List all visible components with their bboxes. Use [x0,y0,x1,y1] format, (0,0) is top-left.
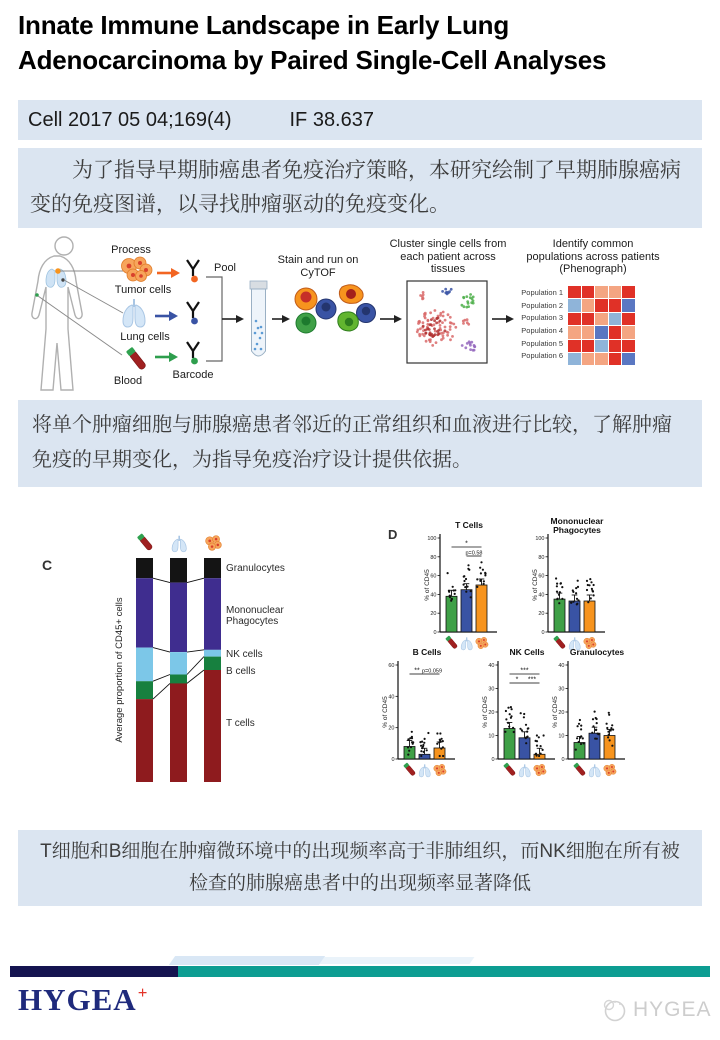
panel-c-chart [30,515,370,825]
heatmap-cell [568,313,581,325]
svg-text:% of CD45: % of CD45 [382,696,389,728]
svg-text:10: 10 [488,733,495,740]
patient-silhouette-icon [32,237,82,390]
tumor-icon [604,764,616,776]
svg-text:20: 20 [430,611,437,618]
lung-icon [172,536,186,552]
heatmap-cell [609,326,622,338]
heatmap-cell [582,286,595,298]
blood-icon [137,533,153,551]
heatmap-cell [609,340,622,352]
svg-text:30: 30 [558,686,565,693]
tumor-cells-label: Tumor cells [114,284,172,296]
workflow-figure [10,233,660,400]
svg-text:80: 80 [538,554,545,561]
footer-navy-bar [10,966,178,977]
svg-text:30: 30 [488,686,495,693]
svg-text:% of CD45: % of CD45 [552,696,559,728]
svg-text:T cells: T cells [226,718,255,729]
heatmap-cell [582,340,595,352]
svg-text:0: 0 [491,757,495,763]
brand-cross-icon: + [137,983,149,1002]
heatmap-cell [595,353,608,365]
test-tube-icon [250,281,267,356]
summary-aim-box [18,148,702,228]
svg-text:60: 60 [388,663,395,669]
heatmap-cell [622,286,635,298]
blood-icon [126,347,147,371]
blood-label: Blood [113,375,143,387]
heatmap-cell [609,286,622,298]
population-label: Population 5 [521,338,563,348]
lung-icon [519,764,530,777]
svg-text:100: 100 [535,536,545,542]
arrow-tumor [157,268,180,278]
svg-text:Phagocytes: Phagocytes [226,616,279,627]
summary-finding-box [18,830,702,906]
svg-text:% of CD45: % of CD45 [482,696,489,728]
svg-text:Mononuclear: Mononuclear [226,605,284,616]
svg-text:***: *** [520,667,529,675]
svg-text:Mononuclear: Mononuclear [550,518,604,526]
svg-text:10: 10 [558,733,565,740]
svg-text:Granulocytes: Granulocytes [569,647,625,657]
svg-text:20: 20 [388,725,395,732]
heatmap-cell [595,340,608,352]
phenograph-heatmap [568,286,635,365]
svg-text:% of CD45: % of CD45 [532,569,539,601]
chart-t-cells [424,518,506,662]
heatmap-cell [568,299,581,311]
heatmap-cell [568,353,581,365]
heatmap-cell [582,299,595,311]
summary-method-box [18,400,702,487]
svg-text:***: *** [527,676,537,684]
heatmap-cell [622,313,635,325]
svg-text:T Cells: T Cells [455,520,483,530]
panel-d-label: D [388,527,398,542]
journal-citation: Cell 2017 05 04;169(4) [28,108,232,131]
svg-text:p=0.58: p=0.58 [465,550,483,557]
heatmap-cell [595,313,608,325]
population-label: Population 4 [521,326,563,336]
svg-text:0: 0 [561,757,565,763]
lung-icon [589,764,600,777]
cytof-label: Stain and run on CyTOF [277,254,359,279]
svg-text:% of CD45: % of CD45 [424,569,431,601]
heatmap-cell [595,286,608,298]
population-label: Population 6 [521,351,563,361]
lung-cells-label: Lung cells [120,331,170,343]
antibody-tumor-icon [187,260,199,282]
heatmap-cell [622,326,635,338]
chart-granulocytes [552,645,634,789]
svg-text:B Cells: B Cells [412,647,442,657]
population-labels [510,287,565,363]
heatmap-cell [582,326,595,338]
paper-title-line1: Innate Immune Landscape in Early Lung [18,10,510,40]
heatmap-cell [582,313,595,325]
chart-mononuclear-phagocytes [532,518,614,662]
paper-title [18,8,710,78]
arrow-lung [155,311,178,321]
footer-decoration [320,957,475,964]
svg-text:NK Cells: NK Cells [509,647,545,657]
svg-text:80: 80 [430,554,437,561]
svg-text:*: * [465,540,468,548]
heatmap-cell [568,326,581,338]
watermark [600,996,712,1024]
journal-bar [18,100,702,140]
blood-icon [503,762,516,776]
barcode-label: Barcode [172,369,214,381]
svg-text:p=0.059: p=0.059 [421,668,443,675]
summary-finding-text: T细胞和B细胞在肿瘤微环境中的出现频率高于非肺组织，而NK细胞在所有被检查的肺腺癌患者中的出现频率显著降低 [40,841,680,894]
brand-text: HYGEA [18,982,137,1017]
stained-cells-icon [295,285,376,333]
svg-text:20: 20 [488,710,495,716]
summary-aim-text: 为了指导早期肺癌患者免疫治疗策略，本研究绘制了早期肺腺癌病变的免疫图谱，以寻找肿瘤驱动的免疫变化。 [30,159,681,216]
tumor-cells-icon [122,257,153,282]
lung-cells-icon [123,299,145,327]
process-label: Process [111,244,151,256]
tumor-icon [434,764,446,776]
svg-text:40: 40 [538,592,545,599]
heatmap-cell [622,299,635,311]
heatmap-cell [609,299,622,311]
panel-c-label: C [42,557,53,573]
antibody-blood-icon [187,342,199,364]
antibody-lung-icon [187,302,199,324]
summary-method-text: 将单个肿瘤细胞与肺腺癌患者邻近的正常组织和血液进行比较，了解肿瘤免疫的早期变化，为指导免疫治疗设计提供依据。 [32,414,672,471]
watermark-text: HYGEA [633,998,712,1021]
svg-text:0: 0 [541,630,545,636]
heatmap-cell [622,353,635,365]
svg-text:20: 20 [558,710,565,716]
heatmap-cell [622,340,635,352]
lung-icon [419,764,430,777]
identify-label: Identify common populations across patients (Phenograph) [526,238,660,275]
arrow-blood [155,352,178,362]
watermark-logo-icon [600,996,628,1024]
blood-icon [403,762,416,776]
heatmap-cell [568,286,581,298]
heatmap-cell [609,353,622,365]
svg-text:40: 40 [558,663,565,669]
tumor-icon [206,536,222,551]
svg-text:Average proportion of CD45+ ce: Average proportion of CD45+ cells [114,597,125,743]
svg-text:Phagocytes: Phagocytes [553,525,601,535]
heatmap-cell [582,353,595,365]
footer-teal-bar [178,966,710,977]
population-label: Population 3 [521,313,563,323]
svg-text:0: 0 [391,757,395,763]
svg-text:0: 0 [433,630,437,636]
population-label: Population 1 [521,288,563,297]
svg-text:B cells: B cells [226,666,256,677]
heatmap-cell [595,299,608,311]
heatmap-cell [568,340,581,352]
footer-decoration [169,956,325,965]
svg-text:**: ** [414,667,420,675]
paper-title-line2: Adenocarcinoma by Paired Single-Cell Analyses [18,45,607,75]
svg-text:NK cells: NK cells [226,649,263,660]
heatmap-cell [595,326,608,338]
brand-logo [18,982,147,1018]
blood-icon [573,762,586,776]
tumor-icon [534,764,546,776]
population-label: Population 2 [521,300,563,310]
svg-text:60: 60 [538,573,545,580]
svg-text:40: 40 [430,592,437,599]
pool-label: Pool [213,262,237,274]
svg-text:Granulocytes: Granulocytes [226,563,285,574]
cluster-label: Cluster single cells from each patient across tissues [389,238,507,275]
svg-text:*: * [515,676,519,684]
svg-text:40: 40 [488,663,495,669]
chart-b-cells [382,645,464,789]
heatmap-cell [609,313,622,325]
svg-text:40: 40 [388,694,395,701]
svg-text:100: 100 [427,536,437,542]
impact-factor: IF 38.637 [289,108,374,131]
svg-text:20: 20 [538,611,545,618]
svg-text:60: 60 [430,573,437,580]
